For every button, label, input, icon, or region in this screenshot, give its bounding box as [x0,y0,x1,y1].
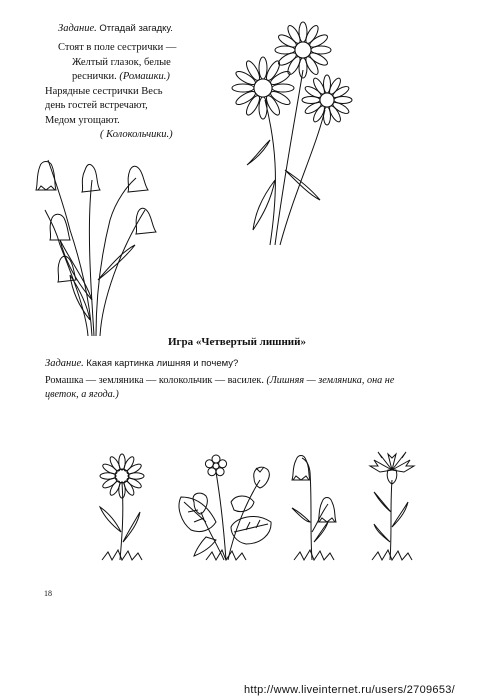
game-answer-explanation: (Лишняя — земляника, она не [266,375,395,386]
riddle-two-line2: день гостей встречают, [45,100,148,111]
game-task [45,357,238,371]
riddle-one-line3 [72,70,170,84]
riddle-task-text: Отгадай загадку. [99,23,173,34]
game-answer-words: Ромашка — земляника — колокольчик — василек. [45,375,264,386]
riddle-one-line2: Желтый глазок, белые [72,57,171,68]
riddle-one-answer: (Ромашки.) [119,71,170,82]
game-title: Игра «Четвертый лишний» [168,336,306,348]
page-number: 18 [44,589,52,598]
riddle-task-label: Задание. [58,23,97,34]
game-answer-line2: цветок, а ягода.) [45,389,119,400]
cornflower-picture [362,452,422,564]
riddle-one-line1: Стоят в поле сестрички — [58,42,177,53]
daisy-picture [88,452,158,564]
game-task-text: Какая картинка лишняя и почему? [86,358,239,369]
riddle-two-line1: Нарядные сестрички Весь [45,86,163,97]
strawberry-picture [176,452,276,564]
watermark-url: http://www.liveinternet.ru/users/2709653/ [244,684,456,696]
riddle-two-line3: Медом угощают. [45,115,120,126]
daisies-illustration [225,30,355,250]
riddle-one-line3-text: реснички. [72,71,117,82]
bellflower-picture [284,452,344,564]
bellflowers-illustration [30,150,140,340]
game-task-label: Задание. [45,358,84,369]
game-answer-line1 [45,374,394,388]
riddle-task [58,22,173,36]
riddle-two-answer: ( Колокольчики.) [100,129,173,140]
